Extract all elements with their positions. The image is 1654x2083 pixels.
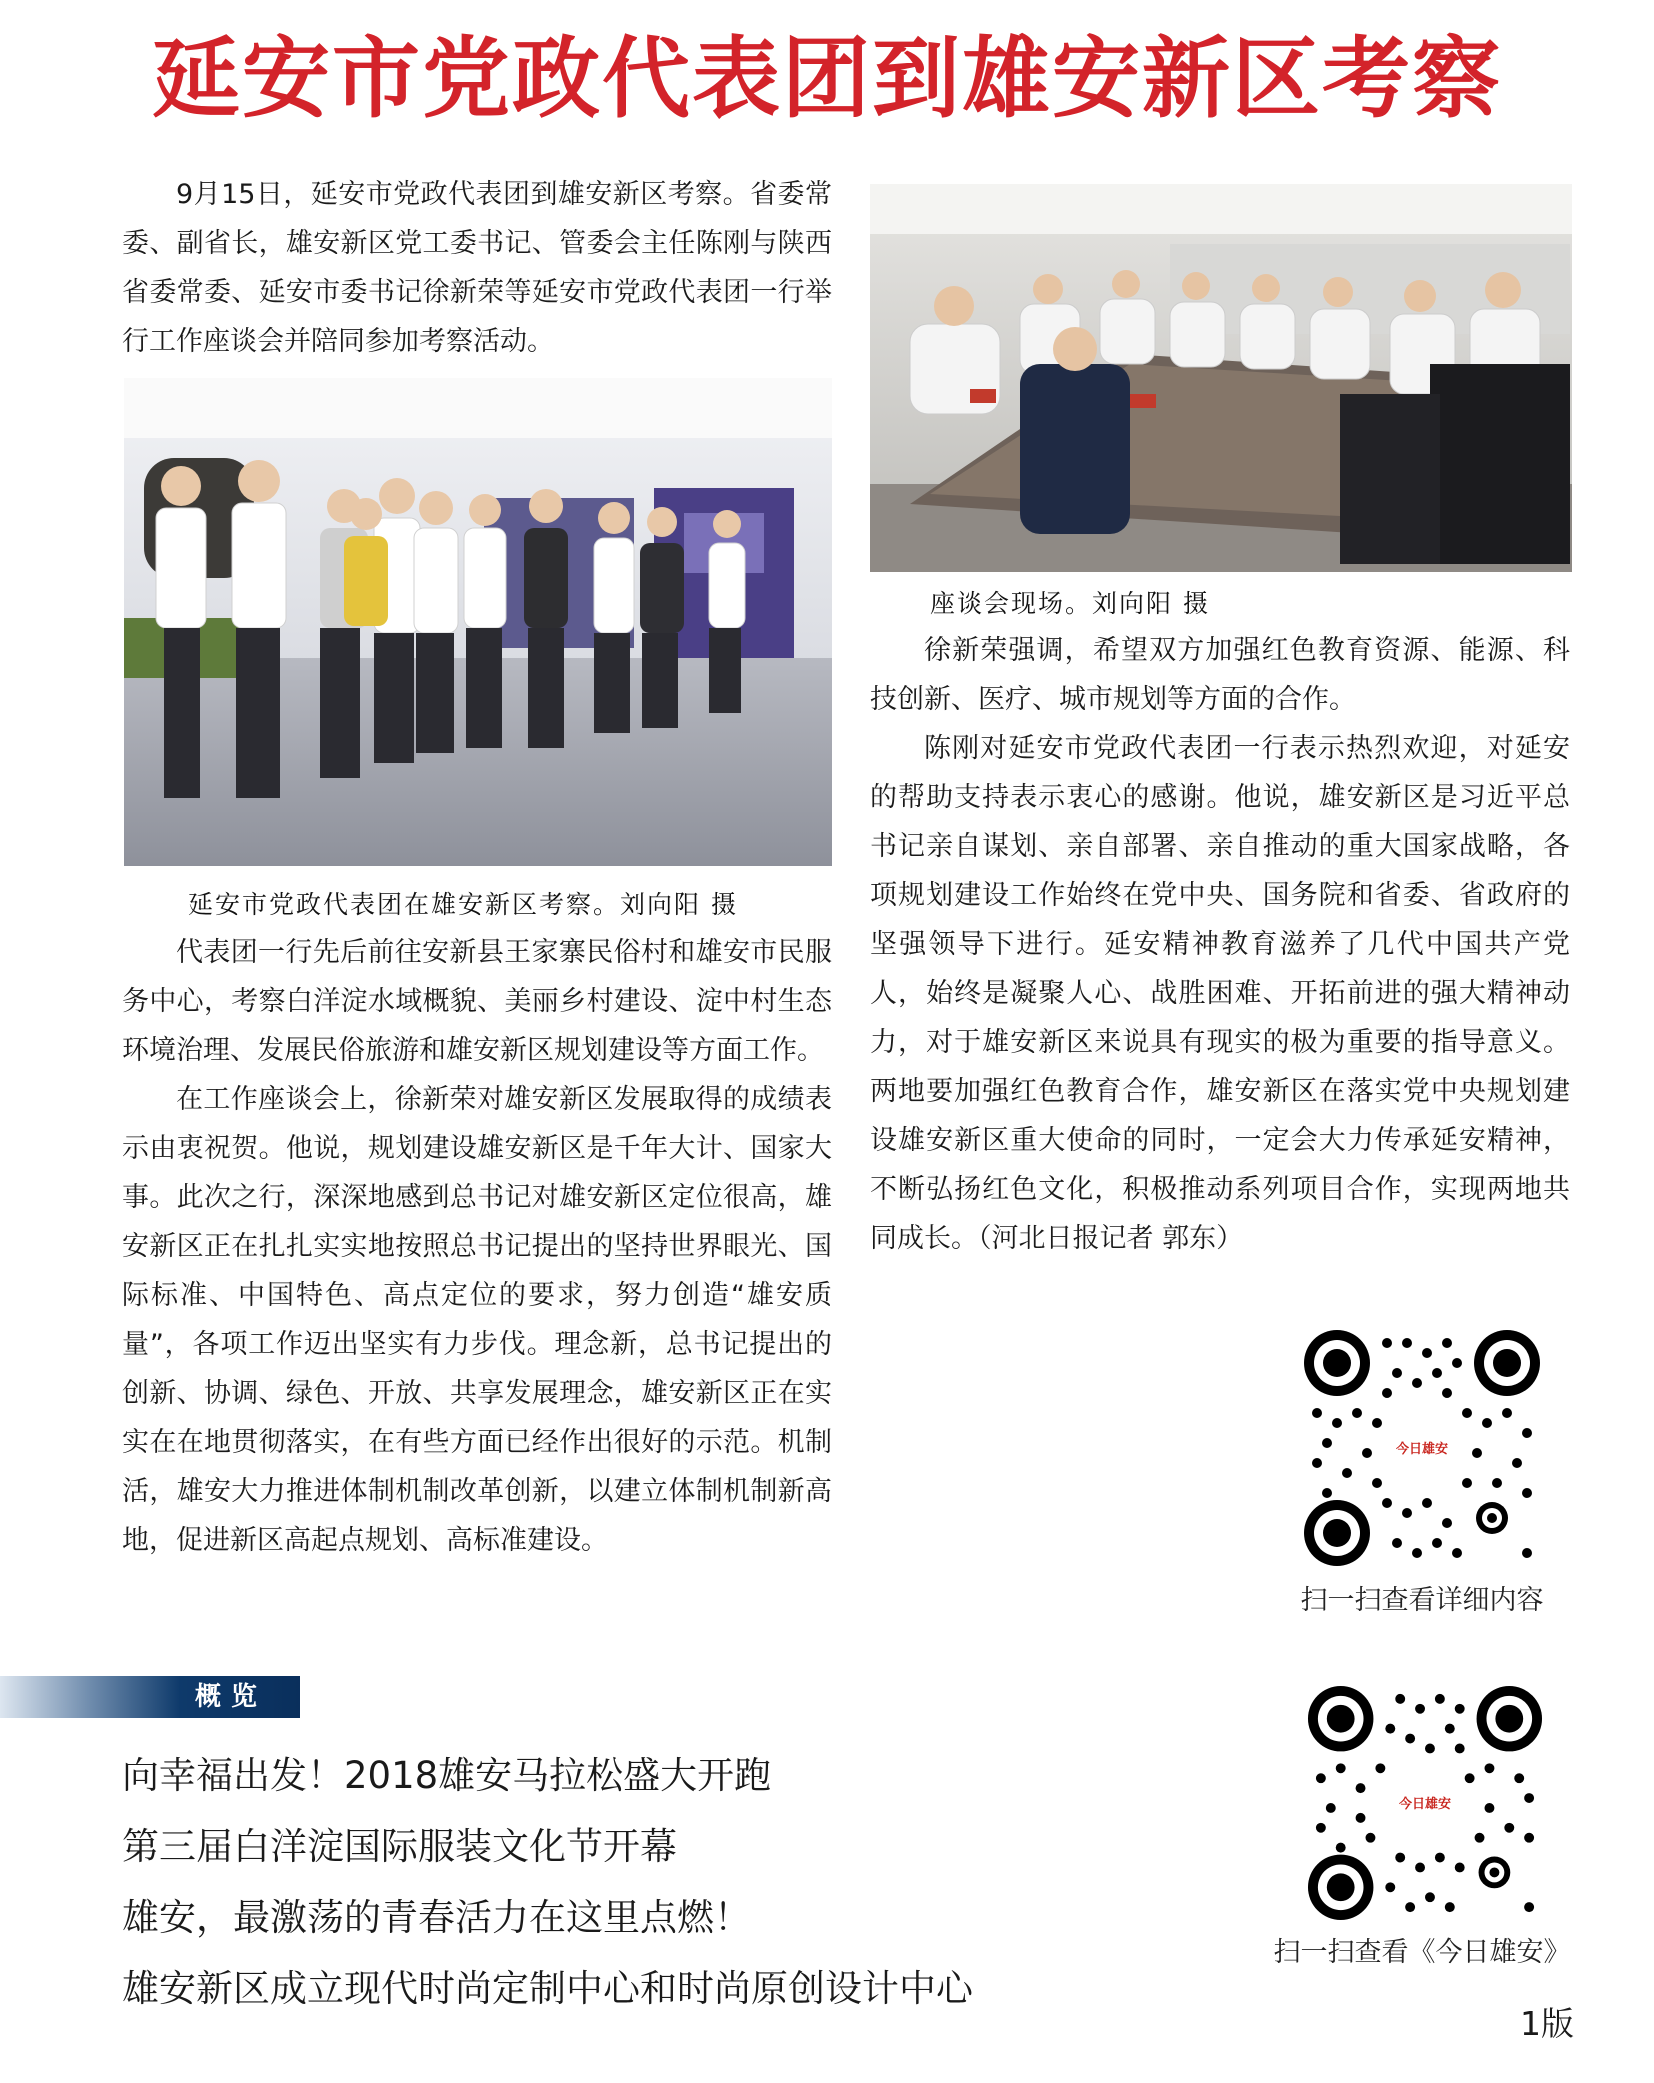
overview-link-fashion-festival[interactable]: 第三届白洋淀国际服装文化节开幕 [122,1825,677,1868]
qr-label-magazine: 扫一扫查看《今日雄安》 [1273,1937,1571,1968]
left-paragraph-2: 代表团一行先后前往安新县王家寨民俗村和雄安市民服务中心，考察白洋淀水域概貌、美丽乡村建设、淀中村生态环境治理、发展民俗旅游和雄安新区规划建设等方面工作。 [122,937,832,1066]
overview-link-youth[interactable]: 雄安，最激荡的青春活力在这里点燃！ [122,1896,751,1939]
left-column-body [122,928,832,1565]
left-column-intro [122,170,832,366]
qr-code-details[interactable] [1302,1328,1542,1568]
right-paragraph-2: 陈刚对延安市党政代表团一行表示热烈欢迎，对延安的帮助支持表示衷心的感谢。他说，雄安新区是习近平总书记亲自谋划、亲自部署、亲自推动的重大国家战略，各项规划建设工作始终在党中央、国务院和省委、省政府的坚强领导下进行。延安精神教育滋养了几代中国共产党人，始终是凝聚人心、战胜困难、开拓前进的强大精神动力，对于雄安新区来说具有现实的极为重要的指导意义。两地要加强红色教育合作，雄安新区在落实党中央规划建设雄安新区重大使命的同时，一定会大力传承延安精神，不断弘扬红色文化，积极推动系列项目合作，实现两地共同成长。（河北日报记者 郭东） [870,733,1570,1254]
intro-paragraph: 9月15日，延安市党政代表团到雄安新区考察。省委常委、副省长，雄安新区党工委书记、管委会主任陈刚与陕西省委常委、延安市委书记徐新荣等延安市党政代表团一行举行工作座谈会并陪同参加考察活动。 [122,179,832,357]
meeting-photo [870,184,1572,572]
overview-link-fashion-center[interactable]: 雄安新区成立现代时尚定制中心和时尚原创设计中心 [122,1967,973,2010]
right-photo-caption: 座谈会现场。刘向阳 摄 [930,589,1210,618]
headline: 延安市党政代表团到雄安新区考察 [151,26,1502,130]
overview-link-marathon[interactable]: 向幸福出发！2018雄安马拉松盛大开跑 [122,1754,772,1797]
qr-center-logo: 今日雄安 [1395,1442,1448,1457]
overview-section-label: 概览 [195,1682,268,1712]
right-column-body [870,626,1570,1263]
page-number: 1版 [1520,2004,1574,2043]
left-photo-caption: 延安市党政代表团在雄安新区考察。刘向阳 摄 [188,890,738,919]
left-paragraph-3: 在工作座谈会上，徐新荣对雄安新区发展取得的成绩表示由衷祝贺。他说，规划建设雄安新区是千年大计、国家大事。此次之行，深深地感到总书记对雄安新区定位很高，雄安新区正在扎扎实实地按照总书记提出的坚持世界眼光、国际标准、中国特色、高点定位的要求，努力创造“雄安质量”，各项工作迈出坚实有力步伐。理念新，总书记提出的创新、协调、绿色、开放、共享发展理念，雄安新区正在实实在在地贯彻落实，在有些方面已经作出很好的示范。机制活，雄安大力推进体制机制改革创新，以建立体制机制新高地，促进新区高起点规划、高标准建设。 [122,1084,832,1556]
inspection-photo [124,378,832,866]
qr-code-magazine[interactable] [1306,1684,1544,1922]
qr-center-logo: 今日雄安 [1398,1797,1451,1812]
qr-label-details: 扫一扫查看详细内容 [1300,1585,1544,1616]
right-paragraph-1: 徐新荣强调，希望双方加强红色教育资源、能源、科技创新、医疗、城市规划等方面的合作。 [870,635,1570,715]
